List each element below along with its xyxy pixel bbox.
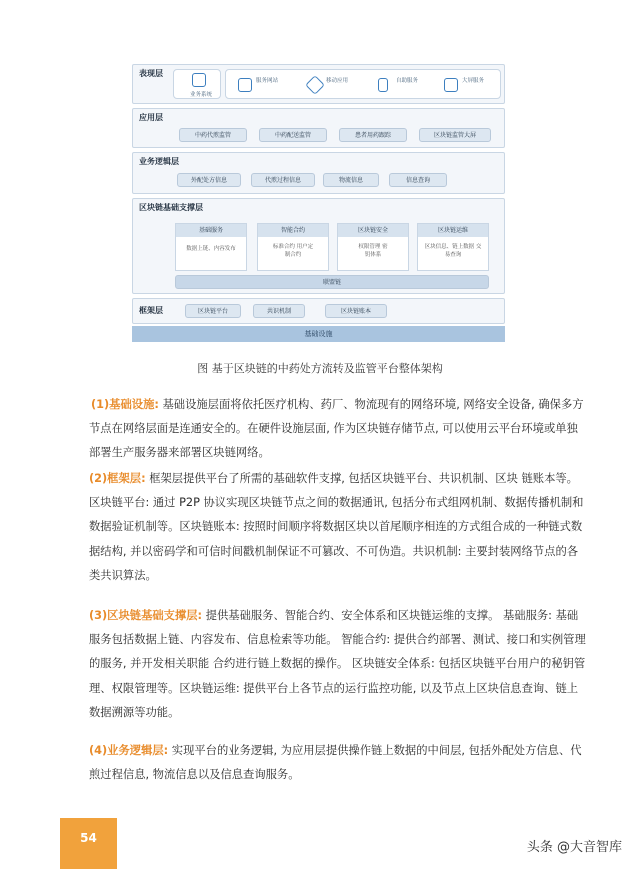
architecture-diagram (132, 64, 505, 347)
presentation-layer-title: 表现层 (139, 69, 163, 78)
chart-screen-icon (444, 78, 458, 92)
paragraph-lead: (1)基础设施: (91, 398, 159, 411)
module-operations (417, 223, 489, 271)
business-item: 代煎过程信息 (251, 173, 315, 187)
blockchain-support-layer (132, 198, 505, 294)
module-body: 权限管理 密钥体系 (358, 244, 388, 258)
business-logic-layer (132, 152, 505, 194)
module-head: 基础服务 (176, 224, 246, 237)
paragraph-text: 实现平台的业务逻辑, 为应用层提供操作链上数据的中间层, 包括外配处方信息、代煎过程信息, 物流信息以及信息查询服务。 (89, 744, 582, 782)
business-item: 外配处方信息 (177, 173, 241, 187)
mobile-app-label: 移动应用 (326, 78, 349, 84)
business-system-item (178, 73, 220, 97)
app-item: 中药配送监管 (259, 128, 327, 142)
big-screen-item (444, 76, 500, 100)
paragraph-business-logic (89, 739, 589, 787)
mobile-app-item (308, 76, 358, 100)
framework-item: 区块链账本 (325, 304, 387, 318)
business-system-box (173, 69, 221, 99)
framework-layer (132, 298, 505, 324)
module-body: 数据上链、内容发布 (186, 246, 236, 252)
app-item: 患者用药跟踪 (339, 128, 407, 142)
module-smart-contract (257, 223, 329, 271)
module-security (337, 223, 409, 271)
service-channels-box (225, 69, 501, 99)
module-body: 标准合约 用户定制合约 (272, 244, 314, 258)
app-item: 区块链监管大屏 (419, 128, 491, 142)
paragraph-framework (89, 467, 589, 588)
self-service-label: 自助服务 (396, 78, 419, 84)
module-head: 区块链安全 (338, 224, 408, 237)
application-layer-title: 应用层 (139, 113, 163, 122)
window-icon (192, 73, 206, 87)
monitor-icon (238, 78, 252, 92)
phone-icon (305, 75, 325, 95)
business-logic-layer-title: 业务逻辑层 (139, 157, 179, 166)
presentation-layer (132, 64, 505, 104)
kiosk-icon (378, 78, 388, 92)
business-item: 物流信息 (323, 173, 379, 187)
app-item: 中药代煎监管 (179, 128, 247, 142)
watermark: 头条 @大音智库 (526, 840, 622, 855)
figure-caption: 图 基于区块链的中药处方流转及监管平台整体架构 (197, 362, 443, 375)
paragraph-text: 提供基础服务、智能合约、安全体系和区块链运维的支撑。 基础服务: 基础服务包括数据上链、内容发布、信息检索等功能。 智能合约: 提供合约部署、测试、接口和实例管理的服务, 并开发相关职能 合约进行链上数据的操作。 区块链安全体系: 包括区块链平台用户的秘钥管理、权限管理等。区块链运维: 提供平台上各节点的运行监控功能, 以及节点上区块信息查询、链上数据溯源等功能。 (89, 609, 586, 719)
business-system-label: 业务系统 (189, 92, 212, 98)
framework-item: 区块链平台 (185, 304, 241, 318)
self-service-item (378, 76, 428, 100)
page-number: 54 (60, 818, 117, 869)
paragraph-text: 框架层提供平台了所需的基础软件支撑, 包括区块链平台、共识机制、区块 链账本等。区块链平台: 通过 P2P 协议实现区块链节点之间的数据通讯, 包括分布式组网机制、数据传播机制和数据验证机制等。区块链账本: 按照时间顺序将数据区块以首尾顺序相连的方式组合成的一种链式数据结构, 并以密码学和可信时间戳机制保证不可篡改、不可伪造。共识机制: 主要封装网络节点的各类共识算法。 (89, 472, 584, 582)
module-basic-service (175, 223, 247, 271)
service-website-label: 服务网站 (256, 78, 279, 84)
infrastructure-bar: 基础设施 (132, 326, 505, 342)
service-website-item (238, 76, 288, 100)
blockchain-support-layer-title: 区块链基础支撑层 (139, 203, 203, 212)
big-screen-label: 大屏服务 (462, 78, 485, 84)
framework-item: 共识机制 (253, 304, 305, 318)
module-body: 区块信息、链上数据 交易查询 (424, 244, 482, 258)
application-layer (132, 108, 505, 148)
module-head: 智能合约 (258, 224, 328, 237)
paragraph-lead: (3)区块链基础支撑层: (89, 609, 203, 622)
module-head: 区块链运维 (418, 224, 488, 237)
paragraph-blockchain-support (89, 604, 589, 725)
paragraph-lead: (4)业务逻辑层: (89, 744, 169, 757)
alliance-chain-bar: 联盟链 (175, 275, 489, 289)
business-item: 信息查询 (389, 173, 447, 187)
paragraph-lead: (2)框架层: (89, 472, 146, 485)
paragraph-infrastructure (89, 393, 589, 466)
framework-layer-title: 框架层 (139, 306, 163, 315)
paragraph-text: 基础设施层面将依托医疗机构、药厂、物流现有的网络环境, 网络安全设备, 确保多方节点在网络层面是连通安全的。在硬件设施层面, 作为区块链存储节点, 可以使用云平台环境或单独部署生产服务器来部署区块链网络。 (89, 398, 584, 460)
